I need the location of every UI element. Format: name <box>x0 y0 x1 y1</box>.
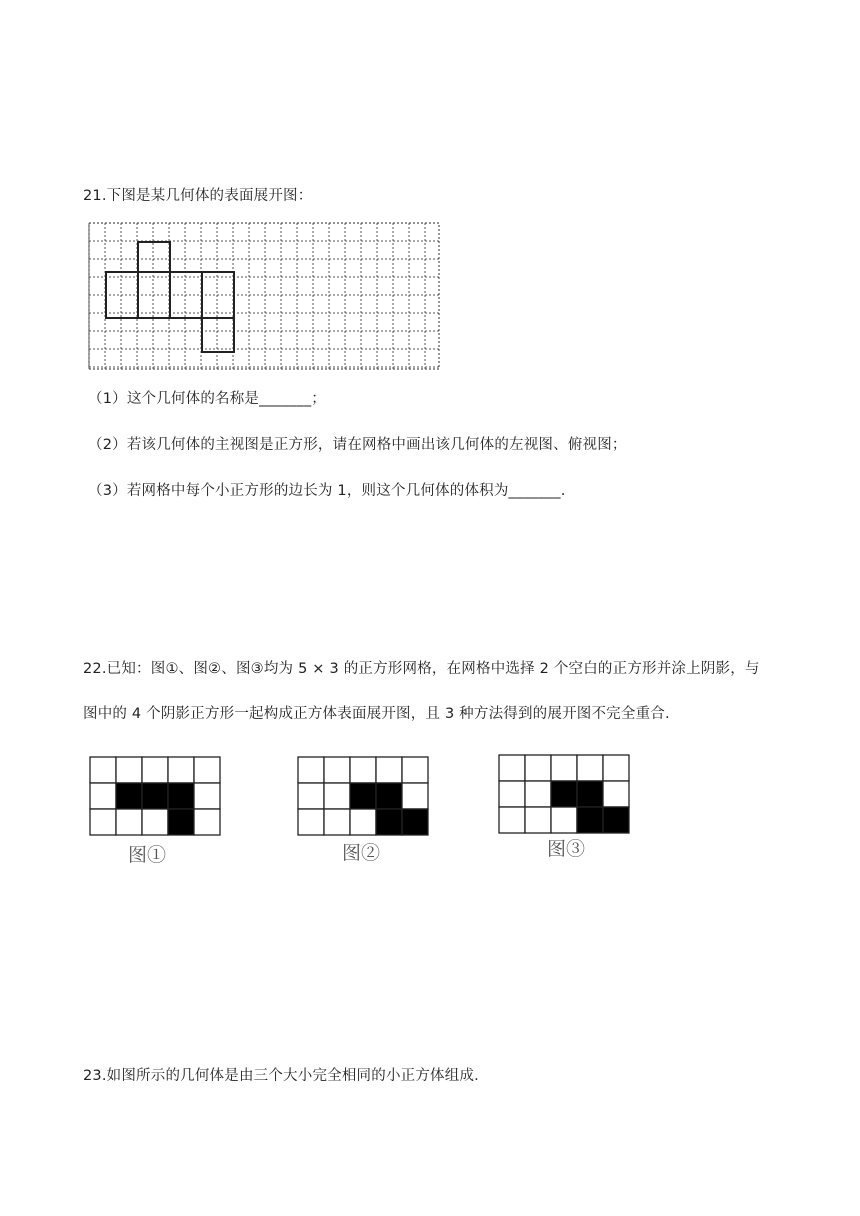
grid-cell <box>298 757 324 783</box>
q22-caption-1: 图① <box>128 844 167 866</box>
grid-cell <box>499 755 525 781</box>
grid-cell <box>142 757 168 783</box>
shaded-cell <box>402 809 428 835</box>
grid-cell <box>324 783 350 809</box>
grid-cell <box>402 783 428 809</box>
q22-line2: 图中的 4 个阴影正方形一起构成正方体表面展开图，且 3 种方法得到的展开图不完全重合. <box>83 706 670 722</box>
shaded-cell <box>551 781 577 807</box>
grid-cell <box>116 757 142 783</box>
shaded-cell <box>577 781 603 807</box>
shaded-cell <box>168 783 194 809</box>
grid-cell <box>525 807 551 833</box>
grid-cell <box>90 757 116 783</box>
grid-cell <box>90 783 116 809</box>
shaded-cell <box>168 809 194 835</box>
grid-cell <box>577 755 603 781</box>
shaded-cell <box>376 809 402 835</box>
q22-line1: 22.已知：图①、图②、图③均为 5 × 3 的正方形网格，在网格中选择 2 个空白的正方形并涂上阴影，与 <box>83 661 760 677</box>
grid-cell <box>194 757 220 783</box>
grid-cell <box>603 755 629 781</box>
shaded-cell <box>376 783 402 809</box>
grid-cell <box>525 755 551 781</box>
grid-cell <box>499 781 525 807</box>
shaded-cell <box>116 783 142 809</box>
grid-cell <box>499 807 525 833</box>
grid-cell <box>551 807 577 833</box>
q22-caption-3: 图③ <box>547 838 586 860</box>
q22-figure-1-grid <box>89 756 223 838</box>
q21-title: 21.下图是某几何体的表面展开图： <box>83 188 313 204</box>
shaded-cell <box>350 783 376 809</box>
grid-cell <box>350 757 376 783</box>
grid-cell <box>376 757 402 783</box>
grid-cell <box>142 809 168 835</box>
q21-part2: （2）若该几何体的主视图是正方形，请在网格中画出该几何体的左视图、俯视图； <box>88 437 627 453</box>
grid-cell <box>116 809 142 835</box>
shaded-cell <box>142 783 168 809</box>
grid-cell <box>298 809 324 835</box>
shaded-cell <box>577 807 603 833</box>
grid-cell <box>525 781 551 807</box>
q22-figure-3-grid <box>498 754 632 836</box>
q21-part1: （1）这个几何体的名称是_______； <box>88 391 326 407</box>
q23-title: 23.如图所示的几何体是由三个大小完全相同的小正方体组成. <box>83 1068 479 1084</box>
grid-cell <box>350 809 376 835</box>
grid-cell <box>298 783 324 809</box>
grid-cell <box>402 757 428 783</box>
grid-cell <box>324 809 350 835</box>
shaded-cell <box>603 807 629 833</box>
q21-part3: （3）若网格中每个小正方形的边长为 1，则这个几何体的体积为_______. <box>88 483 566 499</box>
grid-cell <box>194 783 220 809</box>
grid-cell <box>90 809 116 835</box>
q21-net-grid-figure <box>88 222 442 372</box>
grid-cell <box>551 755 577 781</box>
grid-cell <box>324 757 350 783</box>
grid-cell <box>194 809 220 835</box>
grid-cell <box>603 781 629 807</box>
q22-caption-2: 图② <box>342 842 381 864</box>
grid-cell <box>168 757 194 783</box>
q22-figure-2-grid <box>297 756 431 838</box>
